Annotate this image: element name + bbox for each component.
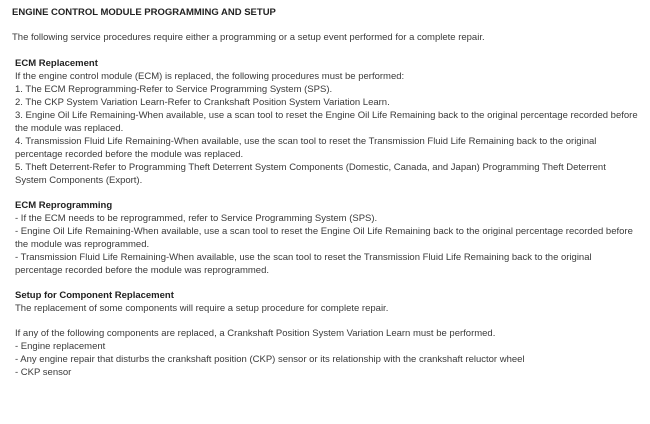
section-heading: ECM Replacement [15,58,98,69]
intro-paragraph: The following service procedures require either a programming or a setup event performed for a complete repair. [12,32,485,43]
section-heading: Setup for Component Replacement [15,290,174,301]
list-item: - If the ECM needs to be reprogrammed, refer to Service Programming System (SPS). [15,213,378,224]
section-lead: The replacement of some components will require a setup procedure for complete repair. [15,303,389,314]
section-ecm-replacement [15,57,638,187]
list-item: - Engine replacement [15,341,106,352]
list-item: 5. Theft Deterrent-Refer to Programming Theft Deterrent System Components (Domestic, Canada, and Japan) Programming Theft Deterrent System Components (Export). [15,162,606,186]
list-item: - Transmission Fluid Life Remaining-When available, use the scan tool to reset the Transmission Fluid Life Remaining back to the original percentage recorded before the module was reprogrammed. [15,252,592,276]
list-item: - CKP sensor [15,367,72,378]
list-item: - Engine Oil Life Remaining-When available, use a scan tool to reset the Engine Oil Life Remaining back to the original percentage recorded before the module was reprogrammed. [15,226,633,250]
section-lead: If the engine control module (ECM) is replaced, the following procedures must be performed: [15,71,405,82]
section-component-replacement [15,289,638,379]
list-item: 2. The CKP System Variation Learn-Refer to Crankshaft Position System Variation Learn. [15,97,390,108]
list-item: 3. Engine Oil Life Remaining-When available, use a scan tool to reset the Engine Oil Life Remaining back to the original percentage recorded before the module was replaced. [15,110,638,134]
section-heading: ECM Reprogramming [15,200,113,211]
list-item: - Any engine repair that disturbs the crankshaft position (CKP) sensor or its relationship with the crankshaft reluctor wheel [15,354,525,365]
section-condition: If any of the following components are replaced, a Crankshaft Position System Variation Learn must be performed. [15,328,496,339]
list-item: 4. Transmission Fluid Life Remaining-When available, use the scan tool to reset the Transmission Fluid Life Remaining back to the original percentage recorded before the module was replaced. [15,136,597,160]
list-item: 1. The ECM Reprogramming-Refer to Service Programming System (SPS). [15,84,333,95]
document-title: ENGINE CONTROL MODULE PROGRAMMING AND SETUP [12,7,276,18]
section-ecm-reprogramming [15,199,638,277]
spacer [15,315,638,327]
